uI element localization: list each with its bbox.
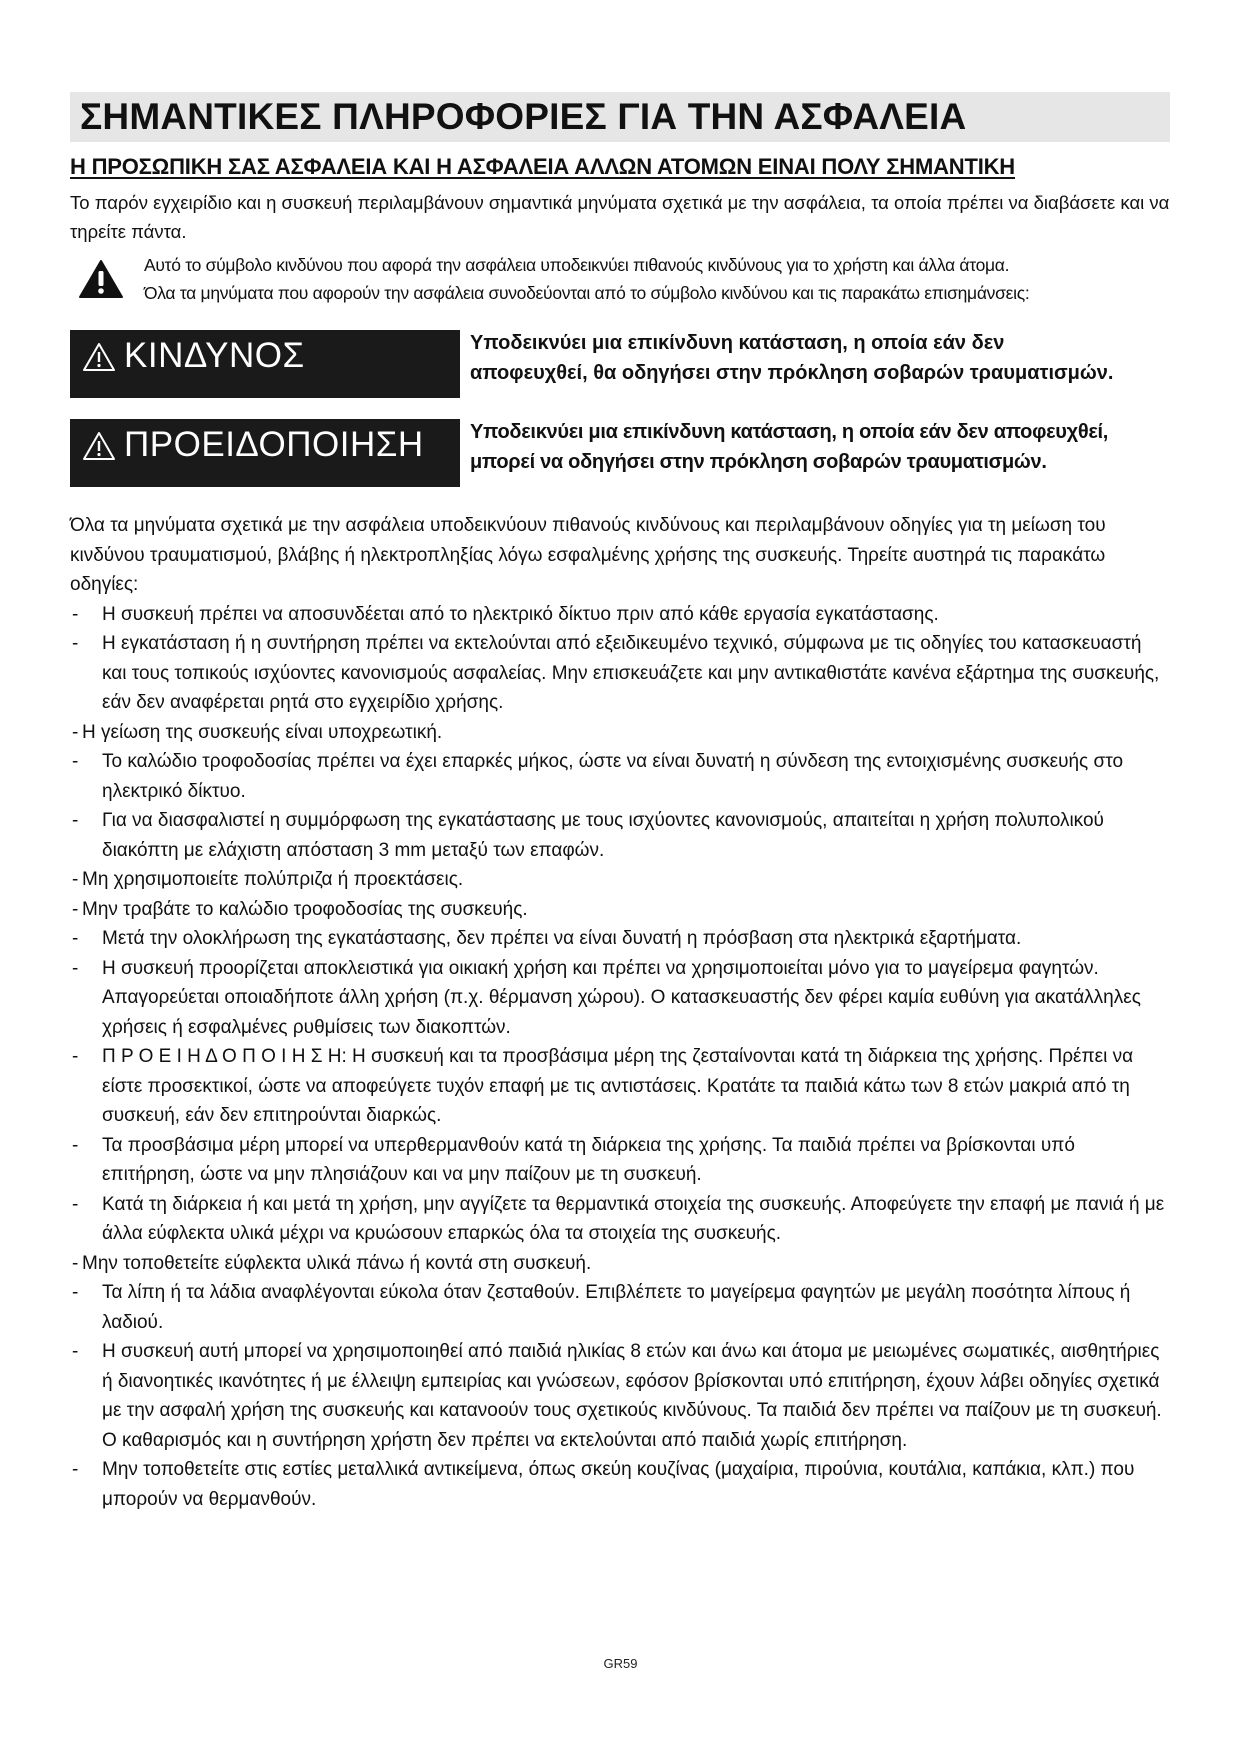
- signal-word-danger: [70, 330, 1170, 398]
- safety-symbol-explanation: [70, 251, 1170, 307]
- list-item: - Μετά την ολοκλήρωση της εγκατάστασης, δεν πρέπει να είναι δυνατή η πρόσβαση στα ηλεκτρικά εξαρτήματα.: [72, 928, 1022, 949]
- danger-description-line-1: Υποδεικνύει μια επικίνδυνη κατάσταση, η οποία εάν δεν: [470, 332, 1005, 354]
- warning-description: [470, 417, 1108, 477]
- danger-label: ΚΙΝΔΥΝΟΣ: [124, 336, 305, 375]
- danger-description-line-2: αποφευχθεί, θα οδηγήσει στην πρόκληση σοβαρών τραυματισμών.: [470, 362, 1114, 384]
- list-item: - Τα προσβάσιμα μέρη μπορεί να υπερθερμανθούν κατά τη διάρκεια της χρήσης. Τα παιδιά πρέπει να βρίσκονται υπό επιτήρηση, ώστε να μην πλησιάζουν και να μην παίζουν με τη συσκευή.: [72, 1134, 1075, 1185]
- list-item: - Η γείωση της συσκευής είναι υποχρεωτική.: [72, 721, 443, 743]
- warning-description-line-2: μπορεί να οδηγήσει στην πρόκληση σοβαρών τραυματισμών.: [470, 451, 1047, 473]
- list-item: - Η εγκατάσταση ή η συντήρηση πρέπει να εκτελούνται από εξειδικευμένο τεχνικό, σύμφωνα με τις οδηγίες του κατασκευαστή και τους τοπικούς ισχύοντες κανονισμούς ασφαλείας. Μην επισκευάζετε και μην αντικαθιστάτε κανένα εξάρτημα της συσκευής, εάν δεν αναφέρεται ρητά στο εγχειρίδιο χρήσης.: [72, 633, 1160, 713]
- symbol-description: [144, 251, 1029, 307]
- list-item: - Μην τραβάτε το καλώδιο τροφοδοσίας της συσκευής.: [72, 898, 528, 920]
- warning-label: ΠΡΟΕΙΔΟΠΟΙΗΣΗ: [124, 425, 424, 464]
- signal-word-warning: [70, 419, 1170, 487]
- list-item: - Η συσκευή προορίζεται αποκλειστικά για οικιακή χρήση και πρέπει να χρησιμοποιείται μόνο για το μαγείρεμα φαγητών. Απαγορεύεται οποιαδήποτε άλλη χρήση (π.χ. θέρμανση χώρου). Ο κατασκευαστής δεν φέρει καμία ευθύνη για ακατάλληλες χρήσεις ή εσφαλμένες ρυθμίσεις των διακοπτών.: [72, 957, 1141, 1038]
- page-content: [70, 92, 1170, 1514]
- symbol-line-2: Όλα τα μηνύματα που αφορούν την ασφάλεια συνοδεύονται από το σύμβολο κινδύνου και τις παρακάτω επισημάνσεις:: [144, 283, 1030, 303]
- intro-paragraph: Το παρόν εγχειρίδιο και η συσκευή περιλαμβάνουν σημαντικά μηνύματα σχετικά με την ασφάλεια, τα οποία πρέπει να διαβάσετε και να τηρείτε πάντα.: [70, 192, 1170, 242]
- warning-description-line-1: Υποδεικνύει μια επικίνδυνη κατάσταση, η οποία εάν δεν αποφευχθεί,: [470, 421, 1109, 443]
- safety-rules-list: [70, 600, 1170, 1515]
- section-subtitle: Η ΠΡΟΣΩΠΙΚΗ ΣΑΣ ΑΣΦΑΛΕΙΑ ΚΑΙ Η ΑΣΦΑΛΕΙΑ ΑΛΛΩΝ ΑΤΟΜΩΝ ΕΙΝΑΙ ΠΟΛΥ ΣΗΜΑΝΤΙΚΗ: [70, 154, 1015, 179]
- list-item: - Για να διασφαλιστεί η συμμόρφωση της εγκατάστασης με τους ισχύοντες κανονισμούς, απαιτείται η χρήση πολυπολικού διακόπτη με ελάχιστη απόσταση 3 mm μεταξύ των επαφών.: [72, 810, 1104, 861]
- page-number: GR59: [603, 1656, 638, 1671]
- list-item: - Η συσκευή αυτή μπορεί να χρησιμοποιηθεί από παιδιά ηλικίας 8 ετών και άνω και άτομα με μειωμένες σωματικές, αισθητήριες ή διανοητικές ικανότητες ή με έλλειψη εμπειρίας και γνώσεων, εφόσον βρίσκονται υπό επιτήρηση, έχουν λάβει οδηγίες σχετικά με την ασφαλή χρήση της συσκευής και κατανοούν τους σχετικούς κινδύνους. Τα παιδιά δεν πρέπει να παίζουν με τη συσκευή. Ο καθαρισμός και η συντήρηση χρήστη δεν πρέπει να εκτελούνται από παιδιά χωρίς επιτήρηση.: [72, 1341, 1162, 1451]
- list-item: - Μη χρησιμοποιείτε πολύπριζα ή προεκτάσεις.: [72, 869, 464, 890]
- warning-triangle-icon: [82, 342, 116, 372]
- list-item: - Η συσκευή πρέπει να αποσυνδέεται από το ηλεκτρικό δίκτυο πριν από κάθε εργασία εγκατάστασης.: [72, 603, 939, 625]
- list-item: - Το καλώδιο τροφοδοσίας πρέπει να έχει επαρκές μήκος, ώστε να είναι δυνατή η σύνδεση της εντοιχισμένης συσκευής στο ηλεκτρικό δίκτυο.: [72, 751, 1124, 802]
- list-item: - Μην τοποθετείτε στις εστίες μεταλλικά αντικείμενα, όπως σκεύη κουζίνας (μαχαίρια, πιρούνια, κουτάλια, καπάκια, κλπ.) που μπορούν να θερμανθούν.: [72, 1459, 1135, 1510]
- list-item: - Τα λίπη ή τα λάδια αναφλέγονται εύκολα όταν ζεσταθούν. Επιβλέπετε το μαγείρεμα φαγητών με μεγάλη ποσότητα λίπους ή λαδιού.: [72, 1282, 1131, 1333]
- list-item: - Π Ρ Ο Ε Ι Η Δ Ο Π Ο Ι Η Σ Η: Η συσκευή και τα προσβάσιμα μέρη της ζεσταίνονται κατά τη διάρκεια της χρήσης. Πρέπει να είστε προσεκτικοί, ώστε να αποφεύγετε τυχόν επαφή με τις αντιστάσεις. Κρατάτε τα παιδιά κάτω των 8 ετών μακριά από τη συσκευή, εάν δεν επιτηρούνται διαρκώς.: [72, 1046, 1134, 1126]
- list-item: - Μην τοποθετείτε εύφλεκτα υλικά πάνω ή κοντά στη συσκευή.: [72, 1252, 592, 1274]
- warning-label-box: [70, 419, 460, 487]
- warning-triangle-icon: [70, 251, 134, 304]
- danger-label-box: [70, 330, 460, 398]
- safety-intro-paragraph: Όλα τα μηνύματα σχετικά με την ασφάλεια υποδεικνύουν πιθανούς κινδύνους και περιλαμβάνουν οδηγίες για τη μείωση του κινδύνου τραυματισμού, βλάβης ή ηλεκτροπληξίας λόγω εσφαλμένης χρήσης της συσκευής. Τηρείτε αυστηρά τις παρακάτω οδηγίες:: [70, 515, 1106, 595]
- symbol-line-1: Αυτό το σύμβολο κινδύνου που αφορά την ασφάλεια υποδεικνύει πιθανούς κινδύνους για το χρήστη και άλλα άτομα.: [144, 255, 1010, 275]
- page-title: ΣΗΜΑΝΤΙΚΕΣ ΠΛΗΡΟΦΟΡΙΕΣ ΓΙΑ ΤΗΝ ΑΣΦΑΛΕΙΑ: [70, 92, 1170, 142]
- danger-description: [470, 328, 1114, 388]
- list-item: - Κατά τη διάρκεια ή και μετά τη χρήση, μην αγγίζετε τα θερμαντικά στοιχεία της συσκευής. Αποφεύγετε την επαφή με πανιά ή με άλλα εύφλεκτα υλικά μέχρι να κρυώσουν επαρκώς όλα τα στοιχεία της συσκευής.: [72, 1193, 1165, 1244]
- warning-triangle-icon: [82, 431, 116, 461]
